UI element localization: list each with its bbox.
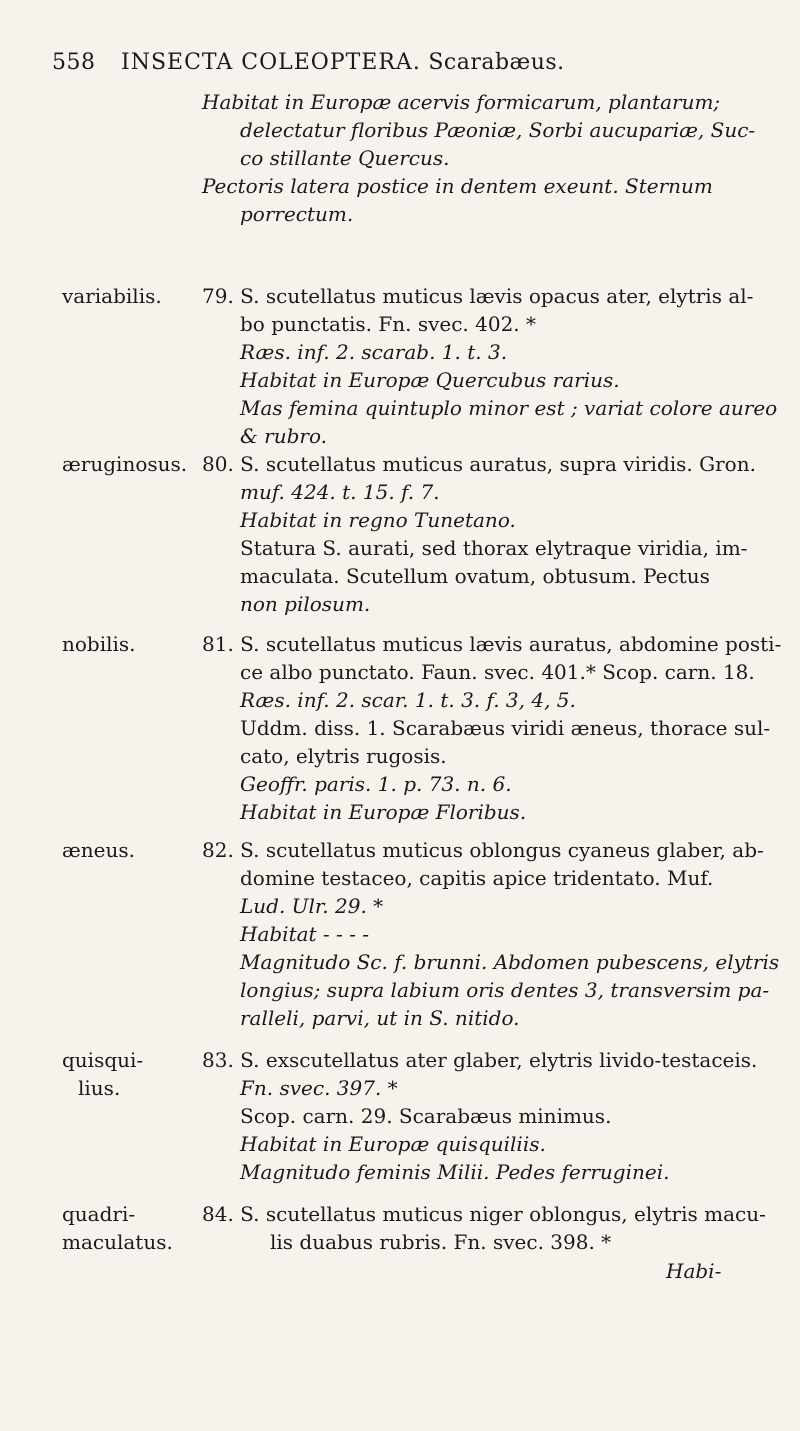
text-line: Ræs. inf. 2. scar. 1. t. 3. f. 3, 4, 5. (240, 688, 576, 712)
text-line: Habitat - - - - (240, 922, 370, 946)
catchword: Habi- (666, 1259, 722, 1283)
text-line: ce albo punctato. Faun. svec. 401.* Scop. carn. 18. (240, 660, 755, 684)
text-line: Habitat in Europæ quisquiliis. (240, 1132, 546, 1156)
text-line: cato, elytris rugosis. (240, 744, 447, 768)
text-line: 79. S. scutellatus muticus lævis opacus ater, elytris al- (202, 284, 754, 308)
species-name: æruginosus. (62, 452, 188, 476)
text-line: domine testaceo, capitis apice tridentato. Muf. (240, 866, 714, 890)
text-line: & rubro. (240, 424, 328, 448)
text-line: Geoffr. paris. 1. p. 73. n. 6. (240, 772, 512, 796)
text-line: Mas femina quintuplo minor est ; variat colore aureo (240, 396, 778, 420)
text-line: Statura S. aurati, sed thorax elytraque viridia, im- (240, 536, 748, 560)
text-line: Habitat in regno Tunetano. (240, 508, 516, 532)
text-line: delectatur floribus Pæoniæ, Sorbi aucupariæ, Suc- (240, 118, 756, 142)
species-name: quadri- (62, 1202, 136, 1226)
text-line: longius; supra labium oris dentes 3, transversim pa- (240, 978, 770, 1002)
page-number: 558 (52, 50, 96, 75)
text-line: Magnitudo feminis Milii. Pedes ferruginei. (240, 1160, 670, 1184)
text-line: non pilosum. (240, 592, 371, 616)
text-line: Scop. carn. 29. Scarabæus minimus. (240, 1104, 612, 1128)
species-name-cont: lius. (78, 1076, 121, 1100)
text-line: lis duabus rubris. Fn. svec. 398. * (270, 1230, 612, 1254)
text-line: Magnitudo Sc. f. brunni. Abdomen pubescens, elytris (240, 950, 780, 974)
text-line: Ræs. inf. 2. scarab. 1. t. 3. (240, 340, 508, 364)
species-name: quisqui- (62, 1048, 144, 1072)
text-line: 82. S. scutellatus muticus oblongus cyaneus glaber, ab- (202, 838, 764, 862)
text-line: Fn. svec. 397. * (240, 1076, 398, 1100)
running-title: INSECTA COLEOPTERA. (121, 50, 421, 75)
text-line: 84. S. scutellatus muticus niger oblongus, elytris macu- (202, 1202, 766, 1226)
text-line: Lud. Ulr. 29. * (240, 894, 384, 918)
text-line: Uddm. diss. 1. Scarabæus viridi æneus, thorace sul- (240, 716, 771, 740)
species-name-cont: maculatus. (62, 1230, 173, 1254)
text-line: Habitat in Europæ Floribus. (240, 800, 527, 824)
text-line: muf. 424. t. 15. f. 7. (240, 480, 440, 504)
text-line: Habitat in Europæ acervis formicarum, plantarum; (202, 90, 721, 114)
text-line: Habitat in Europæ Quercubus rarius. (240, 368, 620, 392)
text-line: bo punctatis. Fn. svec. 402. * (240, 312, 537, 336)
text-line: porrectum. (240, 202, 354, 226)
species-name: æneus. (62, 838, 136, 862)
text-line: 83. S. exscutellatus ater glaber, elytris livido-testaceis. (202, 1048, 758, 1072)
page-header (52, 50, 752, 75)
species-name: variabilis. (62, 284, 162, 308)
text-line: maculata. Scutellum ovatum, obtusum. Pectus (240, 564, 710, 588)
text-line: ralleli, parvi, ut in S. nitido. (240, 1006, 520, 1030)
species-name: nobilis. (62, 632, 136, 656)
text-line: 81. S. scutellatus muticus lævis auratus, abdomine posti- (202, 632, 782, 656)
text-line: 80. S. scutellatus muticus auratus, supra viridis. Gron. (202, 452, 756, 476)
text-line: Pectoris latera postice in dentem exeunt. Sternum (202, 174, 713, 198)
text-line: co stillante Quercus. (240, 146, 450, 170)
running-section: Scarabæus. (428, 50, 565, 75)
